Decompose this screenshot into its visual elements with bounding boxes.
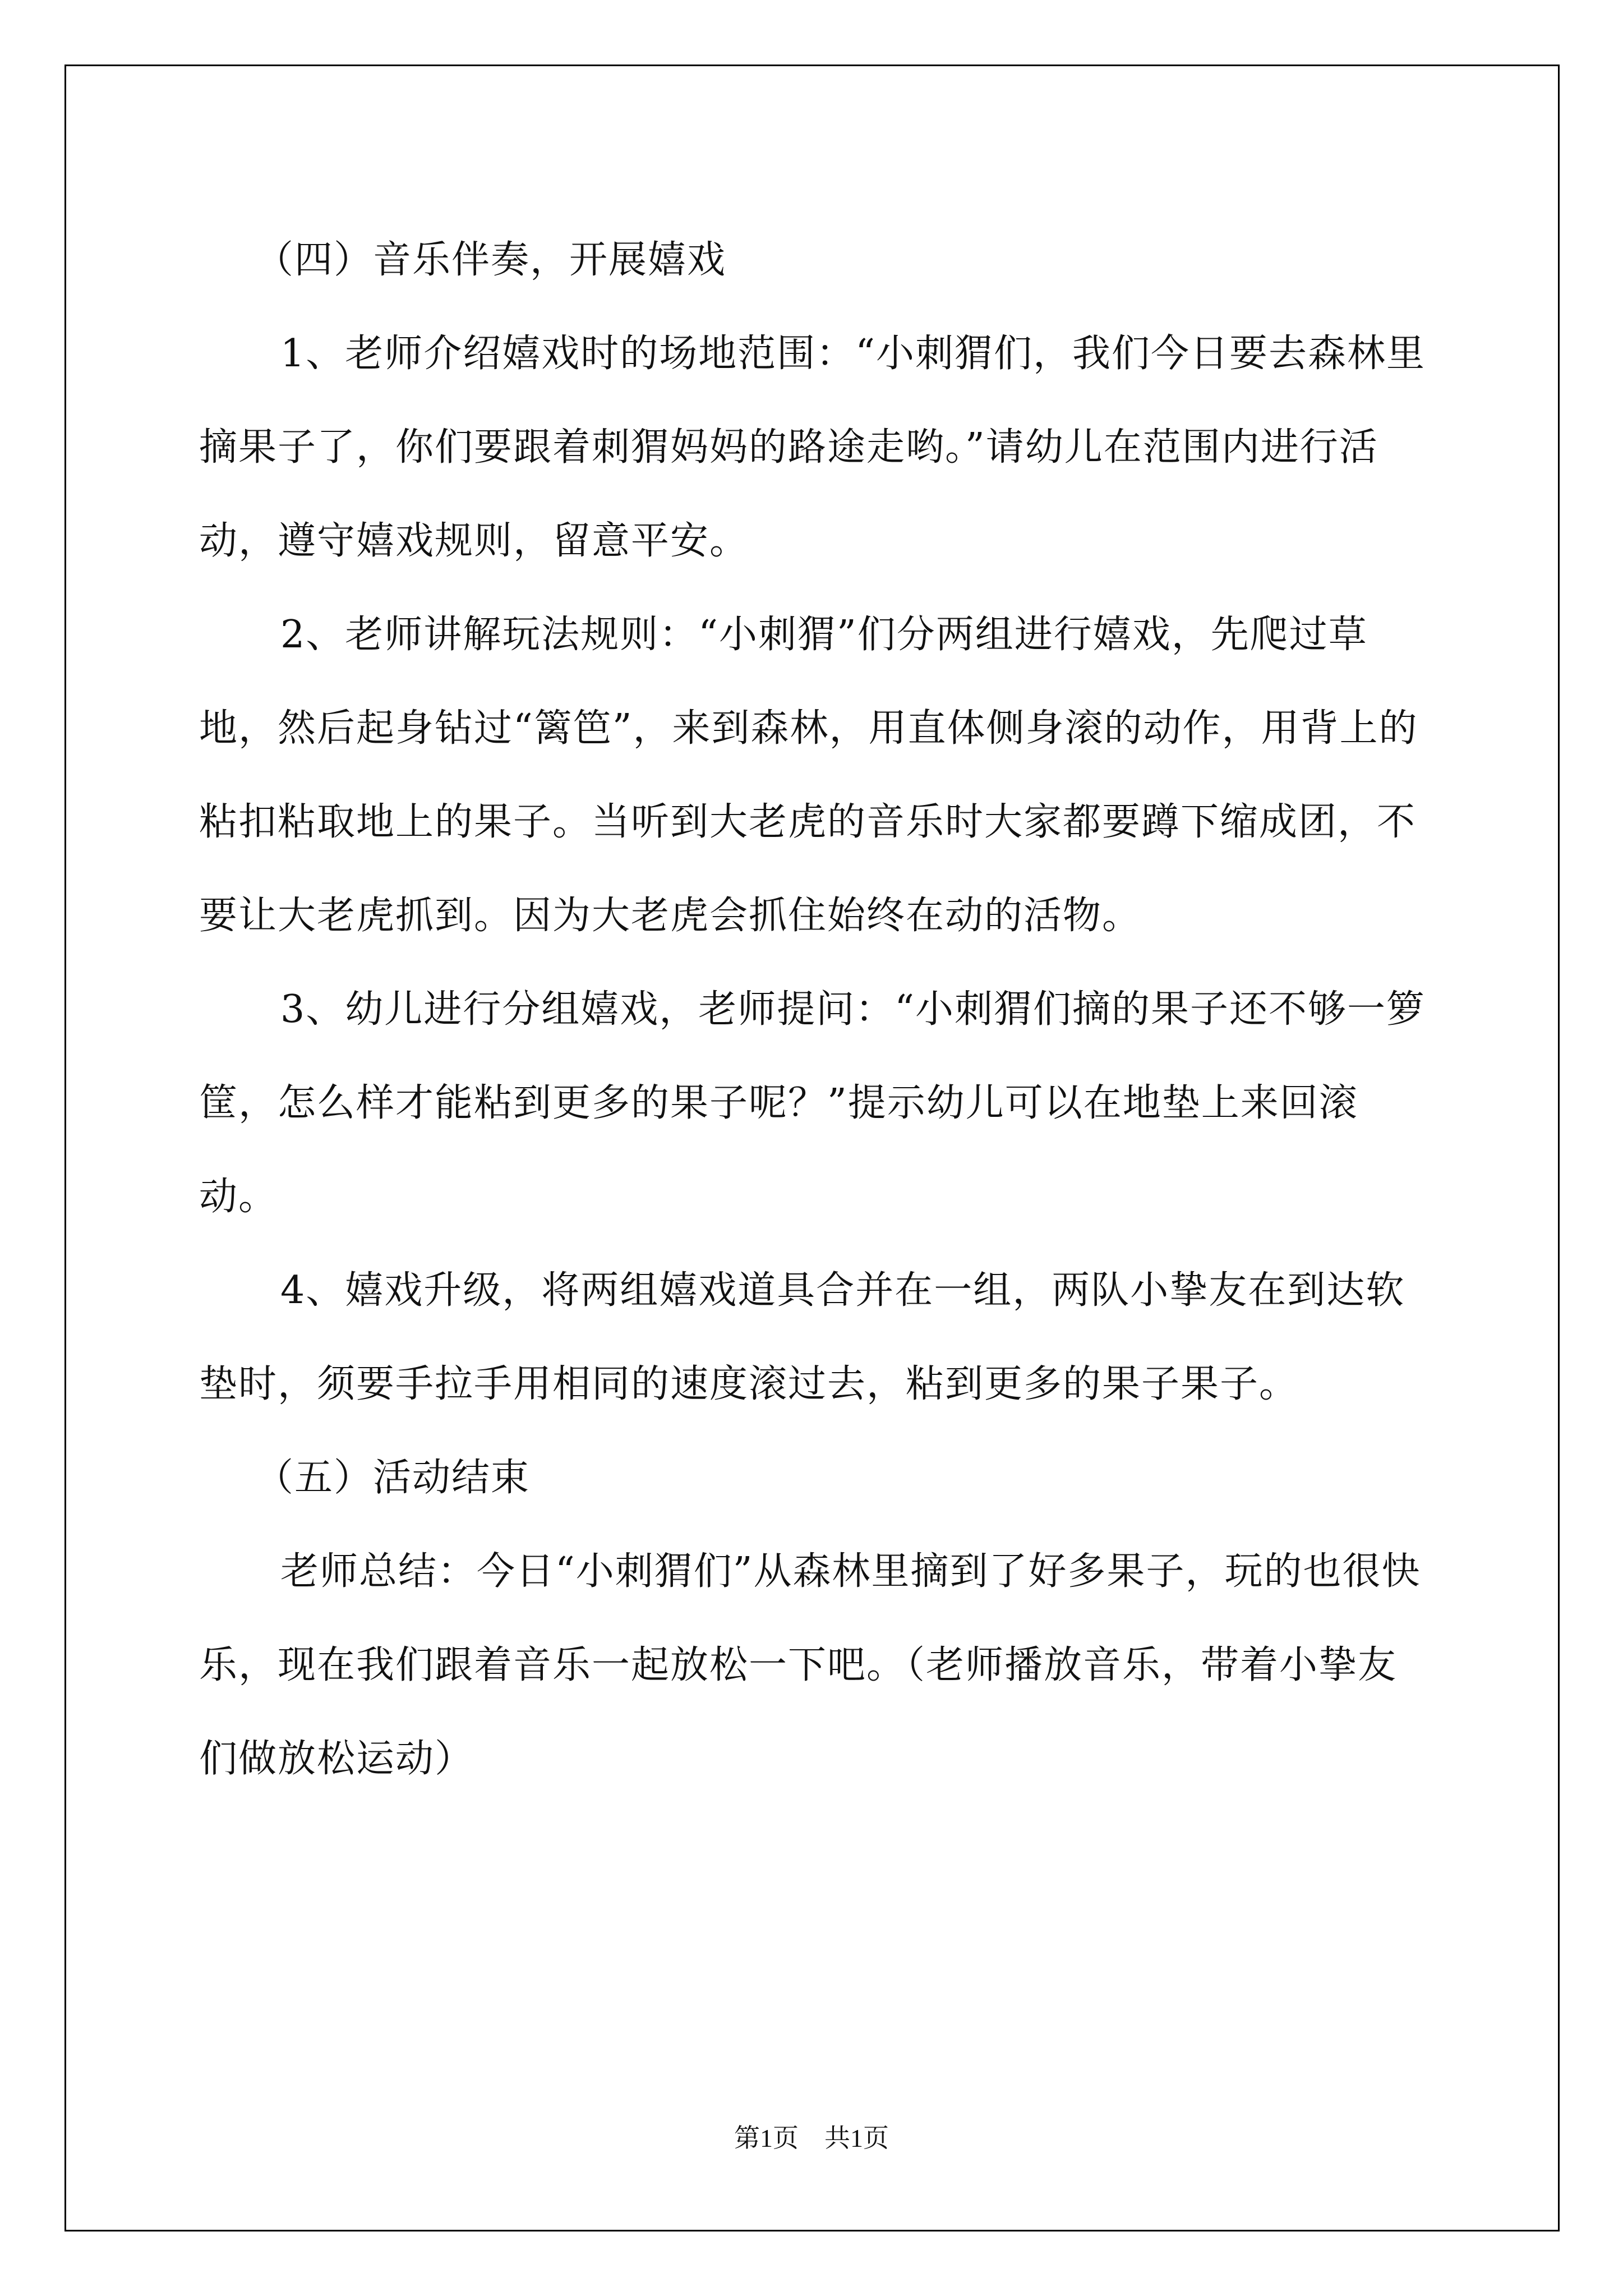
paragraph-summary: 老师总结：今日“小刺猬们”从森林里摘到了好多果子，玩的也很快乐，现在我们跟着音乐一起放松一下吧。（老师播放音乐，带着小挚友们做放松运动）	[199, 1549, 1421, 1781]
paragraph-item-2: 2、老师讲解玩法规则：“小刺猬”们分两组进行嬉戏，先爬过草地，然后起身钻过“篱笆”，来到森林，用直体侧身滚的动作，用背上的粘扣粘取地上的果子。当听到大老虎的音乐时大家都要蹲下缩成团，不要让大老虎抓到。因为大老虎会抓住始终在动的活物。	[199, 613, 1418, 938]
paragraph-item-4: 4、嬉戏升级，将两组嬉戏道具合并在一组，两队小挚友在到达软垫时，须要手拉手用相同的速度滚过去，粘到更多的果子果子。	[199, 1268, 1405, 1406]
section-heading-5: （五）活动结束	[255, 1456, 531, 1500]
section-heading-4: （四）音乐伴奏，开展嬉戏	[255, 238, 727, 282]
paragraph-item-3: 3、幼儿进行分组嬉戏，老师提问：“小刺猬们摘的果子还不够一箩筐，怎么样才能粘到更多的果子呢？”提示幼儿可以在地垫上来回滚动。	[199, 987, 1426, 1219]
page-number-footer: 第1页 共1页	[734, 2124, 889, 2152]
document-body	[199, 213, 1427, 1806]
paragraph-item-1: 1、老师介绍嬉戏时的场地范围：“小刺猬们，我们今日要去森林里摘果子了，你们要跟着刺猬妈妈的路途走哟。”请幼儿在范围内进行活动，遵守嬉戏规则，留意平安。	[199, 332, 1426, 563]
